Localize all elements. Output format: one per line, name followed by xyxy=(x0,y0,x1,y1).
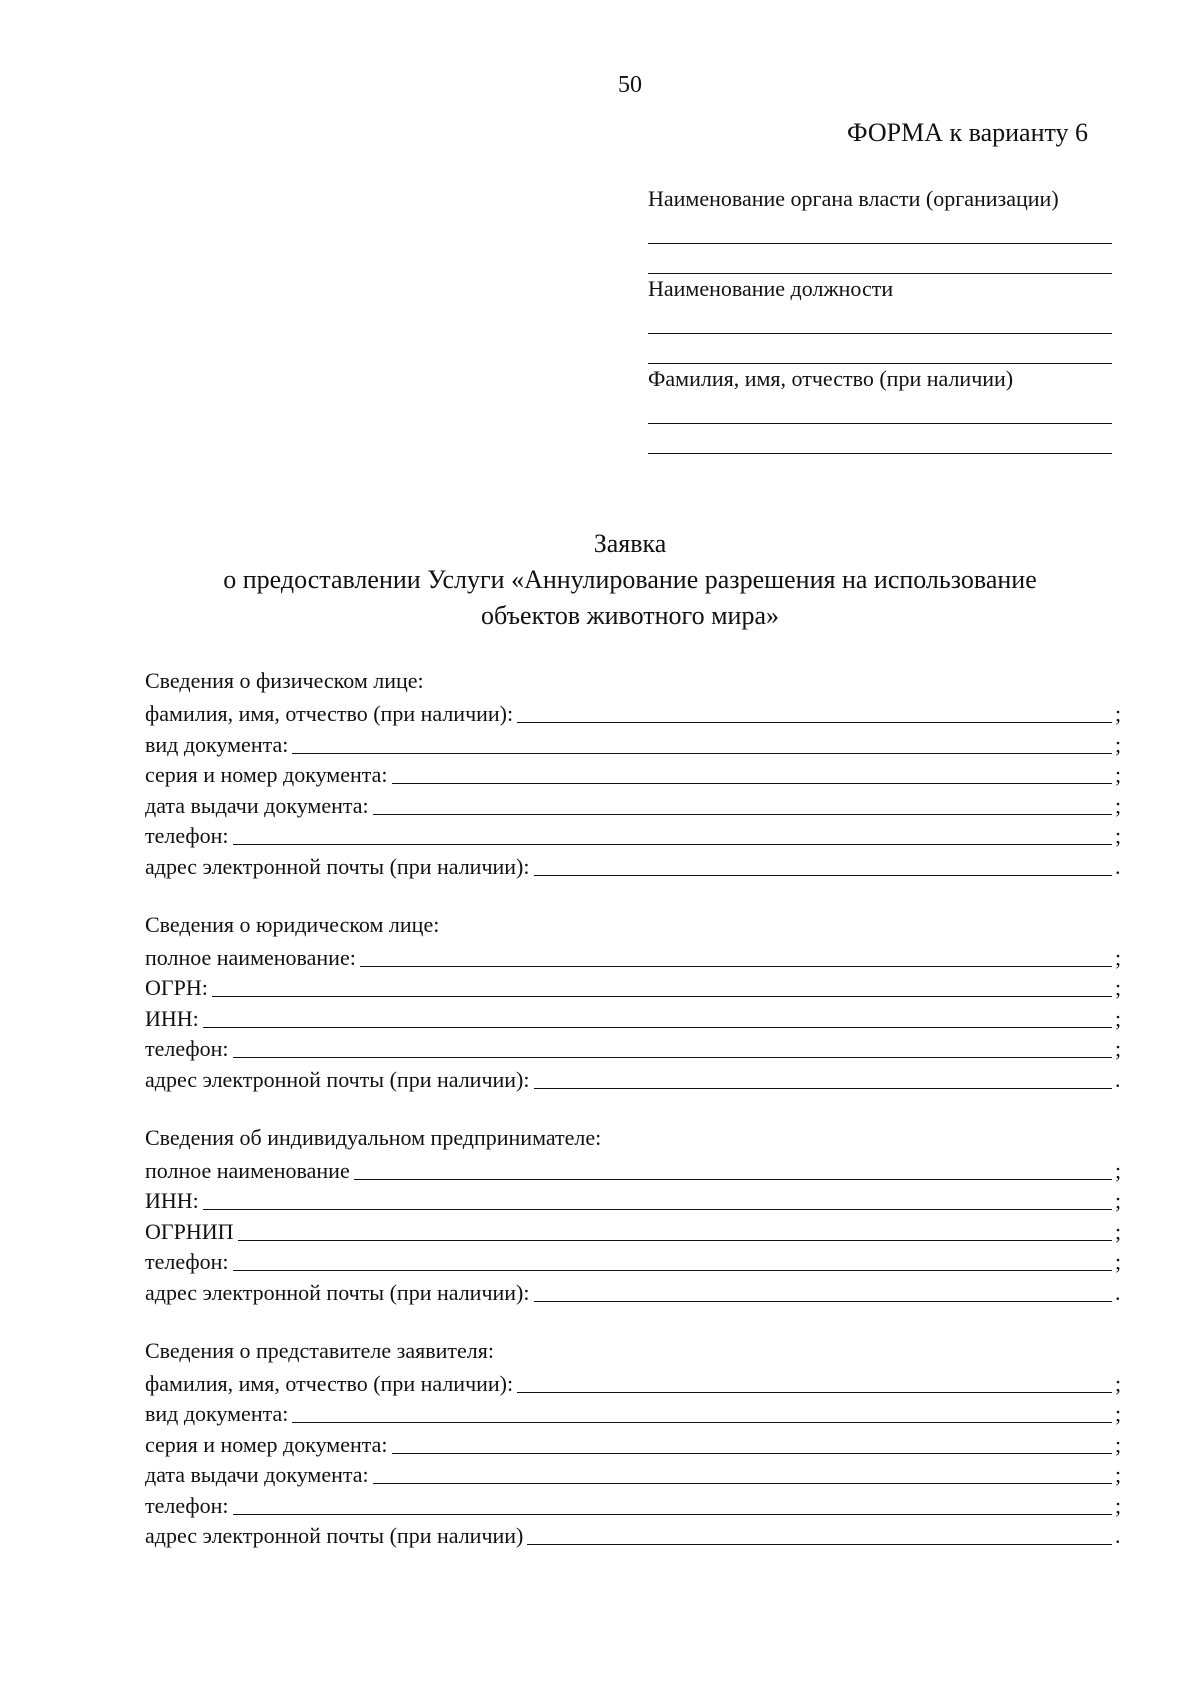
field-terminator: ; xyxy=(1115,1462,1122,1487)
field-label: адрес электронной почты (при наличии) xyxy=(145,1523,524,1548)
field-label: ИНН: xyxy=(145,1005,199,1031)
field-terminator: ; xyxy=(1115,792,1122,818)
form-field-row xyxy=(145,1397,1129,1428)
form-field-row xyxy=(145,971,1129,1002)
document-title xyxy=(130,526,1130,634)
field-input-line[interactable] xyxy=(238,1218,1112,1241)
form-field-row xyxy=(145,1032,1129,1063)
form-field-row xyxy=(145,819,1129,850)
field-label: серия и номер документа: xyxy=(145,762,388,787)
field-input-line[interactable] xyxy=(212,974,1112,997)
form-field-row xyxy=(145,697,1129,728)
form-field-row xyxy=(145,1458,1129,1489)
field-label: ИНН: xyxy=(145,1188,199,1213)
field-label: дата выдачи документа: xyxy=(145,1462,369,1487)
form-field-row xyxy=(145,727,1129,758)
field-terminator: ; xyxy=(1115,1431,1122,1457)
field-terminator: ; xyxy=(1115,1157,1122,1183)
field-input-line[interactable] xyxy=(517,700,1112,723)
field-input-line[interactable] xyxy=(233,1248,1112,1271)
field-label: телефон: xyxy=(145,1492,229,1518)
org-name-line-1[interactable] xyxy=(648,214,1112,244)
field-label: фамилия, имя, отчество (при наличии): xyxy=(145,701,514,726)
field-label: серия и номер документа: xyxy=(145,1431,388,1457)
field-terminator: ; xyxy=(1115,762,1122,787)
field-terminator: ; xyxy=(1115,975,1122,1000)
field-label: полное наименование: xyxy=(145,944,356,970)
form-field-row xyxy=(145,940,1129,971)
field-input-line[interactable] xyxy=(233,1492,1112,1515)
field-input-line[interactable] xyxy=(360,944,1112,967)
field-label: адрес электронной почты (при наличии): xyxy=(145,1279,530,1305)
field-label: адрес электронной почты (при наличии): xyxy=(145,853,530,879)
field-terminator: ; xyxy=(1115,1401,1122,1426)
full-name-label: Фамилия, имя, отчество (при наличии) xyxy=(648,366,1014,391)
section-individual xyxy=(145,666,1129,880)
field-terminator: ; xyxy=(1115,1249,1122,1274)
field-input-line[interactable] xyxy=(527,1522,1112,1545)
field-label: телефон: xyxy=(145,1036,229,1061)
field-input-line[interactable] xyxy=(233,1035,1112,1058)
field-input-line[interactable] xyxy=(373,1461,1112,1484)
field-input-line[interactable] xyxy=(534,1279,1113,1302)
field-label: телефон: xyxy=(145,1249,229,1274)
field-terminator: ; xyxy=(1115,944,1122,970)
section-title: Сведения об индивидуальном предпринимателе: xyxy=(145,1124,602,1150)
field-input-line[interactable] xyxy=(392,1431,1112,1454)
field-input-line[interactable] xyxy=(233,822,1112,845)
position-line-2[interactable] xyxy=(648,334,1112,364)
field-terminator: ; xyxy=(1115,1036,1122,1061)
field-label: вид документа: xyxy=(145,731,289,757)
field-terminator: ; xyxy=(1115,1370,1122,1396)
form-sections xyxy=(145,666,1129,1579)
form-field-row xyxy=(145,1275,1129,1306)
field-input-line[interactable] xyxy=(534,1066,1113,1089)
form-field-row xyxy=(145,1488,1129,1519)
full-name-line-1[interactable] xyxy=(648,394,1112,424)
form-field-row xyxy=(145,1062,1129,1093)
field-input-line[interactable] xyxy=(203,1187,1112,1210)
position-label: Наименование должности xyxy=(648,276,894,301)
field-terminator: . xyxy=(1115,853,1121,879)
form-field-row xyxy=(145,758,1129,789)
section-representative xyxy=(145,1336,1129,1550)
field-input-line[interactable] xyxy=(517,1370,1112,1393)
field-terminator: ; xyxy=(1115,731,1122,757)
field-label: фамилия, имя, отчество (при наличии): xyxy=(145,1370,514,1396)
org-name-label: Наименование органа власти (организации) xyxy=(648,186,1059,211)
section-entrepreneur xyxy=(145,1123,1129,1306)
title-line-3: объектов животного мира» xyxy=(481,601,779,630)
section-title: Сведения о представителе заявителя: xyxy=(145,1337,494,1363)
field-terminator: ; xyxy=(1115,1218,1122,1244)
field-terminator: ; xyxy=(1115,1188,1122,1213)
field-terminator: . xyxy=(1115,1523,1121,1548)
field-label: вид документа: xyxy=(145,1401,289,1426)
form-field-row xyxy=(145,849,1129,880)
field-input-line[interactable] xyxy=(534,853,1113,876)
addressee-block xyxy=(648,184,1112,454)
form-field-row xyxy=(145,1184,1129,1215)
title-line-2: о предоставлении Услуги «Аннулирование разрешения на использование xyxy=(223,565,1037,594)
field-terminator: ; xyxy=(1115,1005,1122,1031)
field-input-line[interactable] xyxy=(292,731,1112,754)
form-field-row xyxy=(145,1519,1129,1550)
section-title: Сведения о физическом лице: xyxy=(145,668,424,693)
field-input-line[interactable] xyxy=(354,1157,1112,1180)
field-input-line[interactable] xyxy=(292,1400,1112,1423)
field-label: ОГРНИП xyxy=(145,1218,234,1244)
form-field-row xyxy=(145,1427,1129,1458)
position-line-1[interactable] xyxy=(648,304,1112,334)
field-input-line[interactable] xyxy=(392,761,1112,784)
title-line-1: Заявка xyxy=(593,529,667,558)
field-terminator: ; xyxy=(1115,1492,1122,1518)
field-terminator: ; xyxy=(1115,823,1122,848)
form-field-row xyxy=(145,1366,1129,1397)
field-input-line[interactable] xyxy=(373,792,1112,815)
field-terminator: ; xyxy=(1115,701,1122,726)
form-field-row xyxy=(145,1001,1129,1032)
form-field-row xyxy=(145,1214,1129,1245)
field-input-line[interactable] xyxy=(203,1005,1112,1028)
field-terminator: . xyxy=(1115,1279,1121,1305)
org-name-line-2[interactable] xyxy=(648,244,1112,274)
full-name-line-2[interactable] xyxy=(648,424,1112,454)
page-number: 50 xyxy=(618,72,642,98)
field-label: адрес электронной почты (при наличии): xyxy=(145,1066,530,1092)
section-title: Сведения о юридическом лице: xyxy=(145,911,440,937)
field-terminator: . xyxy=(1115,1066,1121,1092)
field-label: ОГРН: xyxy=(145,975,208,1000)
form-field-row xyxy=(145,1245,1129,1276)
form-field-row xyxy=(145,1153,1129,1184)
field-label: дата выдачи документа: xyxy=(145,792,369,818)
form-field-row xyxy=(145,788,1129,819)
form-label: ФОРМА к варианту 6 xyxy=(847,118,1088,147)
field-label: телефон: xyxy=(145,823,229,848)
section-legal-entity xyxy=(145,910,1129,1093)
field-label: полное наименование xyxy=(145,1157,350,1183)
